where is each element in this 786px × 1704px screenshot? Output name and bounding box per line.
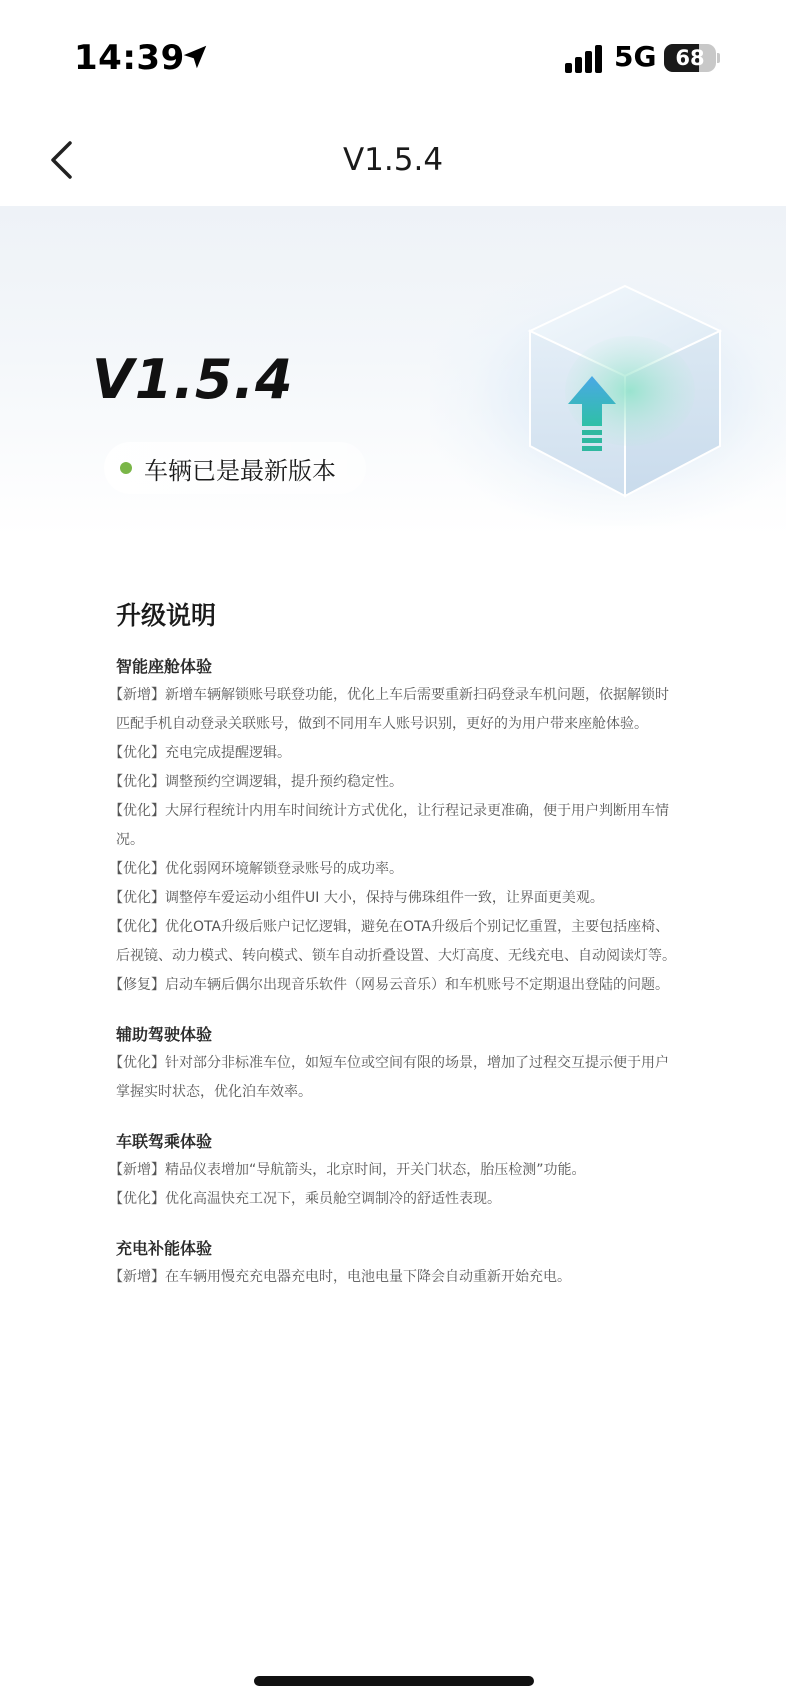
list-item: 【优化】充电完成提醒逻辑。 (109, 745, 291, 761)
battery-level: 68 (675, 46, 705, 70)
release-notes-heading: 升级说明 (116, 601, 217, 630)
release-notes (109, 596, 676, 1312)
list-item: 【优化】调整停车爱运动小组件UI 大小，保持与佛珠组件一致，让界面更美观。 (109, 890, 604, 906)
status-time: 14:39 (74, 38, 185, 78)
status-dot-icon (120, 462, 132, 474)
update-status-text: 车辆已是最新版本 (144, 456, 336, 485)
list-item: 【优化】优化OTA升级后账户记忆逻辑，避免在OTA升级后个别记忆重置，主要包括座椅、后视镜、动力模式、转向模式、锁车自动折叠设置、大灯高度、无线充电、自动阅读灯等。 (109, 919, 676, 964)
group-title: 充电补能体验 (116, 1239, 213, 1258)
list-item: 【修复】启动车辆后偶尔出现音乐软件（网易云音乐）和车机账号不定期退出登陆的问题。 (109, 977, 669, 993)
list-item: 【优化】优化高温快充工况下，乘员舱空调制冷的舒适性表现。 (109, 1191, 501, 1207)
location-arrow-icon (180, 42, 210, 72)
battery-icon (664, 44, 720, 72)
list-item: 【优化】大屏行程统计内用车时间统计方式优化，让行程记录更准确，便于用户判断用车情况。 (109, 803, 669, 848)
version-number: V1.5.4 (92, 348, 294, 411)
list-item: 【优化】调整预约空调逻辑，提升预约稳定性。 (109, 774, 403, 790)
notes-group-cockpit (109, 652, 676, 1000)
group-title: 辅助驾驶体验 (116, 1025, 213, 1044)
notes-group-charging (109, 1234, 676, 1292)
list-item: 【优化】针对部分非标准车位，如短车位或空间有限的场景，增加了过程交互提示便于用户掌握实时状态，优化泊车效率。 (109, 1055, 669, 1100)
nav-bar (0, 110, 786, 206)
list-item: 【优化】优化弱网环境解锁登录账号的成功率。 (109, 861, 403, 877)
update-status-badge (104, 442, 366, 494)
list-item: 【新增】在车辆用慢充充电器充电时，电池电量下降会自动重新开始充电。 (109, 1269, 571, 1285)
cellular-signal-icon (565, 45, 603, 73)
page-title: V1.5.4 (342, 142, 444, 178)
list-item: 【新增】新增车辆解锁账号联登功能，优化上车后需要重新扫码登录车机问题，依据解锁时匹配手机自动登录关联账号，做到不同用车人账号识别，更好的为用户带来座舱体验。 (109, 687, 669, 732)
group-title: 智能座舱体验 (116, 657, 213, 676)
group-title: 车联驾乘体验 (116, 1132, 213, 1151)
version-banner (0, 206, 786, 536)
notes-group-connected (109, 1127, 676, 1214)
home-indicator[interactable] (254, 1676, 534, 1686)
status-bar (0, 0, 786, 110)
list-item: 【新增】精品仪表增加“导航箭头，北京时间，开关门状态，胎压检测”功能。 (109, 1162, 586, 1178)
notes-group-driving-assist (109, 1020, 676, 1107)
upgrade-cube-icon (520, 276, 730, 506)
network-type: 5G (614, 40, 657, 73)
